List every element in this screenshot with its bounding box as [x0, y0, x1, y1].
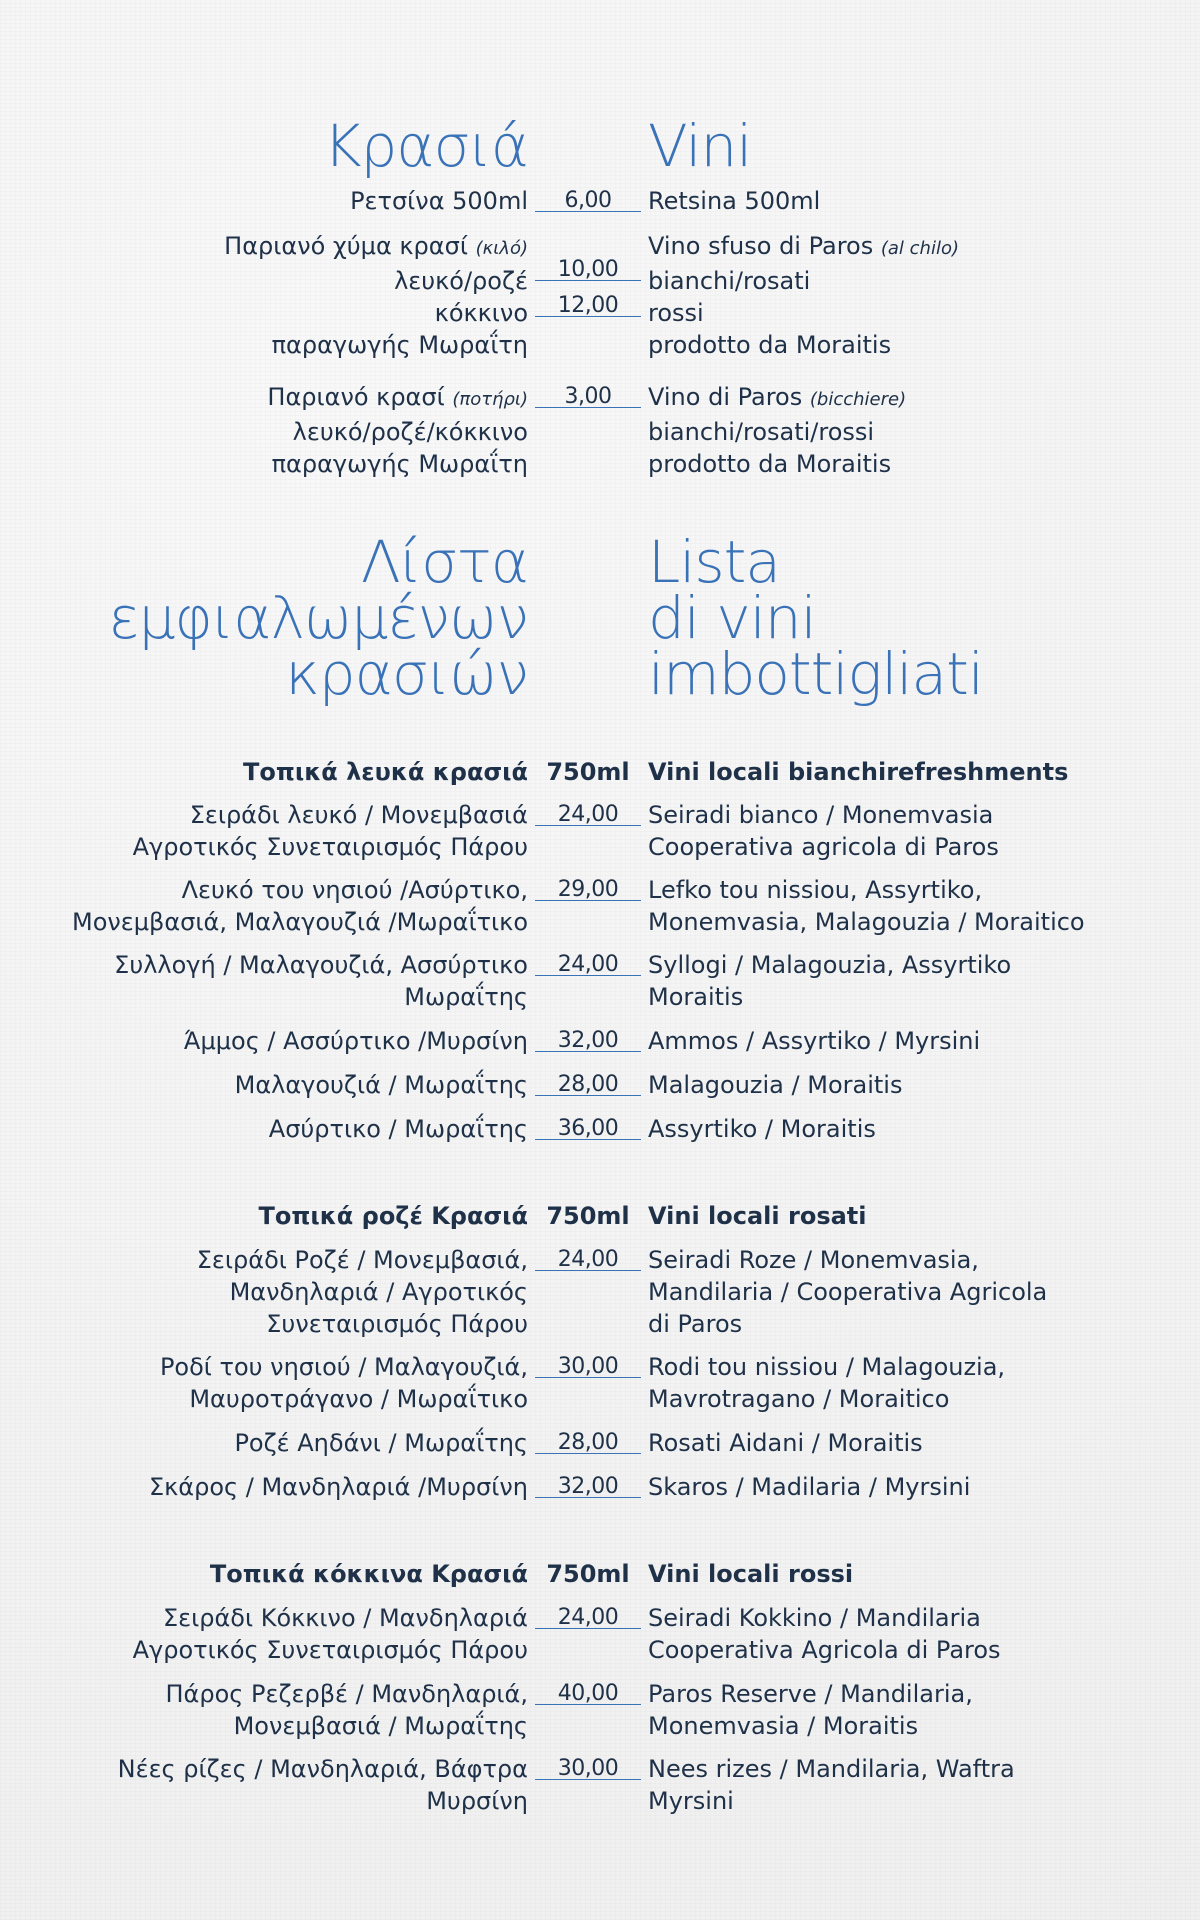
wine-line: Ασύρτικο / Μωραΐτης	[268, 1115, 528, 1143]
price: 28,00	[535, 1431, 641, 1454]
wines-title-gr-text: Κρασιά	[323, 112, 528, 180]
wines-title-it	[648, 112, 752, 180]
wine-line: Monemvasia / Moraitis	[648, 1712, 919, 1740]
price: 40,00	[535, 1682, 641, 1705]
wine-name-gr	[133, 799, 528, 863]
wine-line: λευκό/ροζέ/κόκκινο	[292, 418, 528, 446]
price: 24,00	[535, 803, 641, 826]
wine-line: κόκκινο	[434, 299, 528, 327]
wine-name-it	[648, 874, 1085, 938]
wine-name-it	[648, 1753, 1015, 1817]
wine-name-gr	[235, 1069, 528, 1101]
unit-note: (κιλό)	[475, 238, 528, 259]
wine-line: Skaros / Madilaria / Myrsini	[648, 1473, 971, 1501]
wine-line: Νέες ρίζες / Μανδηλαριά, Βάφτρα	[117, 1755, 528, 1783]
wine-name-it	[648, 1602, 1001, 1666]
price: 36,00	[535, 1117, 641, 1140]
price: 12,00	[535, 294, 641, 317]
price: 32,00	[535, 1029, 641, 1052]
wine-name-gr	[350, 185, 528, 217]
title-line: Lista	[648, 528, 780, 596]
unit-note: (ποτήρι)	[452, 389, 528, 410]
section-heading-it: Vini locali rossi	[648, 1560, 854, 1588]
wine-line: Rosati Aidani / Moraitis	[648, 1429, 923, 1457]
wine-name-it	[648, 1471, 970, 1503]
title-line: di vini	[648, 584, 816, 652]
wine-line: Paros Reserve / Mandilaria,	[648, 1680, 973, 1708]
wine-line: Μανδηλαριά / Αγροτικός	[229, 1278, 528, 1306]
wine-name-it	[648, 1113, 876, 1145]
wine-line: Μονεμβασιά, Μαλαγουζιά /Μωραΐτικο	[72, 908, 528, 936]
volume-label: 750ml	[546, 758, 630, 786]
wine-name-it	[648, 799, 999, 863]
wine-line: Seiradi Kokkino / Mandilaria	[648, 1604, 981, 1632]
wine-name-it	[648, 1351, 1005, 1415]
price: 24,00	[535, 953, 641, 976]
volume-label: 750ml	[546, 1202, 630, 1230]
title-line: εμφιαλωμένων	[108, 584, 528, 652]
wine-line: Retsina 500ml	[648, 187, 821, 215]
wine-line: Seiradi bianco / Monemvasia	[648, 801, 994, 829]
wine-line: Cooperativa agricola di Paros	[648, 833, 999, 861]
price: 30,00	[535, 1757, 641, 1780]
wine-line: bianchi/rosati	[648, 267, 811, 295]
wine-name-it	[648, 1678, 973, 1742]
wine-name-it	[648, 381, 906, 480]
wine-line: Σκάρος / Μανδηλαριά /Μυρσίνη	[149, 1473, 528, 1501]
section-heading-gr: Τοπικά κόκκινα Κρασιά	[209, 1560, 528, 1588]
section-heading-gr: Τοπικά λευκά κρασιά	[243, 758, 528, 786]
wine-name-gr	[72, 874, 528, 938]
wine-line: Syllogi / Malagouzia, Assyrtiko	[648, 951, 1012, 979]
wine-name-gr	[234, 1427, 528, 1459]
wine-line: di Paros	[648, 1310, 743, 1338]
wine-line: prodotto da Moraitis	[648, 450, 892, 478]
wine-line: Moraitis	[648, 983, 744, 1011]
unit-note: (al chilo)	[880, 238, 959, 259]
wine-name-gr	[269, 1113, 528, 1145]
price: 30,00	[535, 1355, 641, 1378]
wine-line: Άμμος / Ασσύρτικο /Μυρσίνη	[183, 1027, 528, 1055]
wine-name-gr	[166, 1678, 529, 1742]
wine-line: Πάρος Ρεζερβέ / Μανδηλαριά,	[165, 1680, 528, 1708]
wine-line: Ροζέ Αηδάνι / Μωραΐτης	[234, 1429, 528, 1457]
wine-name-it	[648, 949, 1011, 1013]
wine-line: Vino sfuso di Paros (al chilo)	[648, 232, 959, 260]
price: 29,00	[535, 878, 641, 901]
unit-note: (bicchiere)	[809, 389, 907, 410]
wine-line: Rodi tou nissiou / Malagouzia,	[648, 1353, 1006, 1381]
price: 24,00	[535, 1606, 641, 1629]
wine-name-it	[648, 1244, 1047, 1340]
wine-line: Σειράδι Ροζέ / Μονεμβασιά,	[196, 1246, 528, 1274]
wine-line: bianchi/rosati/rossi	[648, 418, 875, 446]
wine-line: Ρετσίνα 500ml	[350, 187, 528, 215]
wine-line: Σειράδι λευκό / Μονεμβασιά	[189, 801, 528, 829]
wine-line: Nees rizes / Mandilaria, Waftra	[648, 1755, 1015, 1783]
wine-line: Lefko tou nissiou, Assyrtiko,	[648, 876, 983, 904]
wine-line: Mandilaria / Cooperativa Agricola	[648, 1278, 1048, 1306]
wine-line: Seiradi Roze / Monemvasia,	[648, 1246, 979, 1274]
wine-line: Ammos / Assyrtiko / Myrsini	[648, 1027, 981, 1055]
price: 6,00	[535, 189, 641, 212]
bottled-title-gr	[108, 528, 528, 708]
wine-name-gr	[197, 1244, 528, 1340]
wine-line: Μαυροτράγανο / Μωραΐτικο	[189, 1385, 528, 1413]
price: 24,00	[535, 1248, 641, 1271]
wine-name-gr	[118, 1753, 528, 1817]
wine-name-gr	[114, 949, 528, 1013]
wine-name-gr	[133, 1602, 528, 1666]
wine-line: Μονεμβασιά / Μωραΐτης	[233, 1712, 528, 1740]
section-heading-it: Vini locali rosati	[648, 1202, 867, 1230]
price: 32,00	[535, 1475, 641, 1498]
bottled-title-it	[648, 528, 983, 708]
wine-name-gr	[184, 1025, 528, 1057]
wine-line: Μωραΐτης	[404, 983, 528, 1011]
wine-line: Assyrtiko / Moraitis	[648, 1115, 876, 1143]
wine-name-gr	[160, 1351, 528, 1415]
wine-line: rossi	[648, 299, 704, 327]
wine-line: Αγροτικός Συνεταιρισμός Πάρου	[132, 833, 528, 861]
wine-name-it	[648, 185, 820, 217]
wine-name-gr	[224, 230, 528, 361]
wine-name-gr	[149, 1471, 528, 1503]
title-line: Λίστα	[360, 528, 528, 596]
wine-line: Μαλαγουζιά / Μωραΐτης	[234, 1071, 528, 1099]
wine-line: παραγωγής Μωραΐτη	[271, 331, 528, 359]
wine-line: Μυρσίνη	[426, 1787, 528, 1815]
wine-line: Λευκό του νησιού /Ασύρτικο,	[181, 876, 528, 904]
title-line: κρασιών	[285, 640, 528, 708]
wine-line: Σειράδι Κόκκινο / Μανδηλαριά	[162, 1604, 528, 1632]
wine-name-gr	[267, 381, 528, 480]
wine-line: prodotto da Moraitis	[648, 331, 892, 359]
wine-line: Vino di Paros (bicchiere)	[648, 383, 907, 411]
wine-line: Monemvasia, Malagouzia / Moraitico	[648, 908, 1085, 936]
volume-label: 750ml	[546, 1560, 630, 1588]
wine-name-it	[648, 1069, 902, 1101]
wine-line: Παριανό κρασί (ποτήρι)	[267, 383, 528, 411]
wine-name-it	[648, 1025, 980, 1057]
wine-line: Cooperativa Agricola di Paros	[648, 1636, 1001, 1664]
wine-line: Mavrotragano / Moraitico	[648, 1385, 950, 1413]
wine-line: Myrsini	[648, 1787, 734, 1815]
section-heading-it: Vini locali bianchirefreshments	[648, 758, 1069, 786]
wine-line: παραγωγής Μωραΐτη	[271, 450, 528, 478]
wine-line: Παριανό χύμα κρασί (κιλό)	[224, 232, 528, 260]
price: 3,00	[535, 385, 641, 408]
wine-line: Αγροτικός Συνεταιρισμός Πάρου	[132, 1636, 528, 1664]
wine-name-it	[648, 1427, 923, 1459]
title-line: imbottigliati	[648, 640, 983, 708]
wines-title-it-text: Vini	[648, 112, 752, 180]
price: 10,00	[535, 258, 641, 281]
price: 28,00	[535, 1073, 641, 1096]
wine-line: Ροδί του νησιού / Μαλαγουζιά,	[159, 1353, 528, 1381]
wine-line: Συλλογή / Μαλαγουζιά, Ασσύρτικο	[114, 951, 528, 979]
wine-name-it	[648, 230, 959, 361]
wines-title-gr	[323, 112, 528, 180]
wine-line: Συνεταιρισμός Πάρου	[266, 1310, 528, 1338]
wine-line: Malagouzia / Moraitis	[648, 1071, 903, 1099]
wine-line: λευκό/ροζέ	[394, 267, 528, 295]
section-heading-gr: Τοπικά ροζέ Κρασιά	[258, 1202, 528, 1230]
